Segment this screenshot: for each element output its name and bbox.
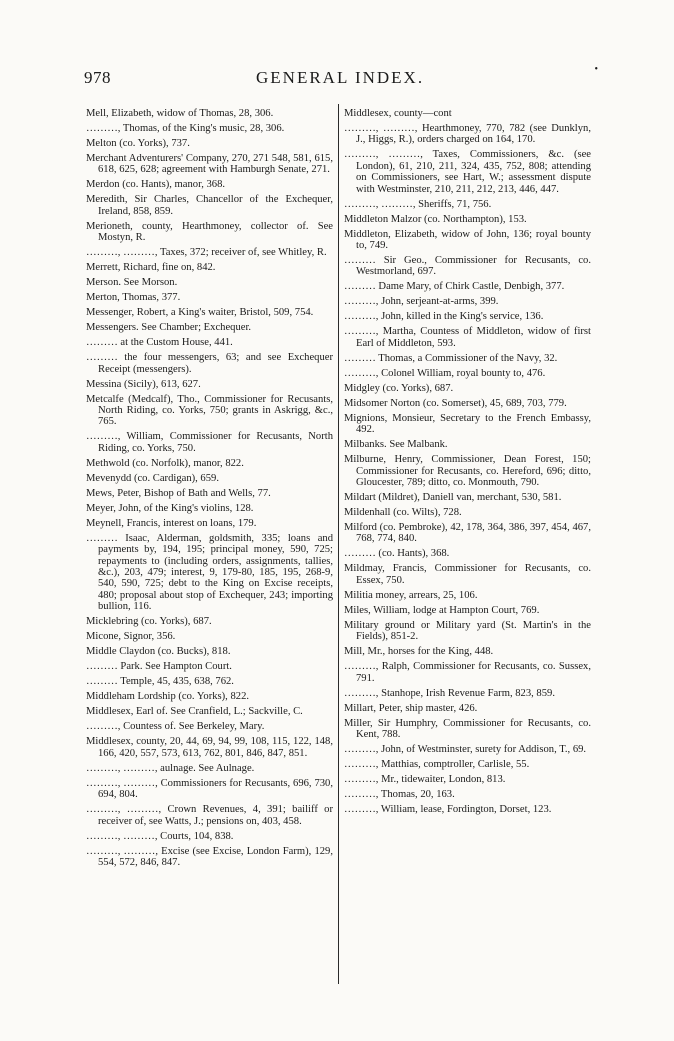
index-entry: Miles, William, lodge at Hampton Court, 769.	[344, 604, 540, 616]
page-number: 978	[84, 68, 111, 87]
index-entry: ………, William, Commissioner for Recusants, North Riding, co. Yorks, 750.	[86, 431, 333, 454]
index-entry: Merchant Adventurers' Company, 270, 271 548, 581, 615, 618, 625, 628; agreement with Hamburgh Senate, 271.	[86, 153, 333, 176]
index-entry: ………, John, serjeant-at-arms, 399.	[344, 296, 499, 308]
index-entry: Merson. See Morson.	[86, 277, 178, 289]
index-entry: ………, John, killed in the King's service, 136.	[344, 311, 544, 323]
index-entry: ………, Matthias, comptroller, Carlisle, 55.	[344, 759, 530, 771]
index-entry: Middle Claydon (co. Bucks), 818.	[86, 646, 231, 658]
index-entry: Mildart (Mildret), Daniell van, merchant, 530, 581.	[344, 492, 562, 504]
index-entry: Miller, Sir Humphry, Commissioner for Recusants, co. Kent, 788.	[344, 717, 591, 741]
index-entry: Mildmay, Francis, Commissioner for Recusants, co. Essex, 750.	[344, 563, 591, 586]
index-entry: Meynell, Francis, interest on loans, 179.	[86, 517, 257, 529]
index-entry: Middleham Lordship (co. Yorks), 822.	[86, 691, 250, 703]
index-entry: Methwold (co. Norfolk), manor, 822.	[86, 457, 244, 469]
index-entry: Middlesex, county—cont	[344, 108, 452, 119]
index-entry: Meredith, Sir Charles, Chancellor of the Exchequer, Ireland, 858, 859.	[86, 194, 333, 217]
index-entry: ……… Sir Geo., Commissioner for Recusants, co. Westmorland, 697.	[344, 255, 591, 278]
index-entry: ………, ………, Crown Revenues, 4, 391; bailiff or receiver of, see Watts, J.; pensions on, 403, 458.	[86, 804, 333, 827]
index-entry: Mevenydd (co. Cardigan), 659.	[86, 472, 219, 484]
index-entry: ………, ………, Courts, 104, 838.	[86, 830, 234, 842]
index-entry: ………, Thomas, 20, 163.	[344, 789, 455, 801]
column-divider	[338, 104, 339, 984]
index-entry: Midgley (co. Yorks), 687.	[344, 382, 454, 394]
index-entry: ……… Dame Mary, of Chirk Castle, Denbigh, 377.	[344, 281, 565, 293]
index-entry: ………, ………, Excise (see Excise, London Farm), 129, 554, 572, 846, 847.	[86, 845, 333, 868]
index-entry: Milburne, Henry, Commissioner, Dean Forest, 150; Commissioner for Recusants, co. Hereford, 696; ditto, Gloucester, 789; ditto, co. Monmouth, 790.	[344, 454, 591, 489]
index-entry: Merdon (co. Hants), manor, 368.	[86, 179, 226, 191]
index-entry: ……… at the Custom House, 441.	[86, 337, 233, 349]
index-entry: Middleton Malzor (co. Northampton), 153.	[344, 213, 527, 225]
index-entry: ……… Thomas, a Commissioner of the Navy, 32.	[344, 352, 558, 364]
index-entry: ………, John, of Westminster, surety for Addison, T., 69.	[344, 744, 587, 756]
index-entry: Merioneth, county, Hearthmoney, collector of. See Mostyn, R.	[86, 220, 333, 244]
index-entry: Mews, Peter, Bishop of Bath and Wells, 77.	[86, 487, 271, 499]
index-entry: Merrett, Richard, fine on, 842.	[86, 262, 216, 274]
index-entry: ………, ………, Sheriffs, 71, 756.	[344, 198, 492, 210]
index-entry: ………, Thomas, of the King's music, 28, 306.	[86, 123, 285, 134]
index-entry: Middlesex, Earl of. See Cranfield, L.; Sackville, C.	[86, 706, 303, 718]
index-entry: ……… Isaac, Alderman, goldsmith, 335; loans and payments by, 194, 195; principal money, 590, 725; repayments to (including orders, assignments, tallies, &c.), 203, 479; interest, 9, 179-80, 185, 195, 268-9, 540, 590, 725; debt to the King on Excise receipts, 480; proposal about stop of Exchequer, 243; importing bullion, 116.	[86, 532, 333, 613]
index-entry: ………, ………, Taxes, 372; receiver of, see Whitley, R.	[86, 247, 327, 259]
index-entry: Military ground or Military yard (St. Martin's in the Fields), 851-2.	[344, 619, 591, 643]
index-entry: Mildenhall (co. Wilts), 728.	[344, 507, 462, 519]
index-entry: ………, Martha, Countess of Middleton, widow of first Earl of Middleton, 593.	[344, 326, 591, 349]
index-entry: Middlesex, county, 20, 44, 69, 94, 99, 108, 115, 122, 148, 166, 420, 557, 573, 613, 762, 801, 846, 847, 851.	[86, 736, 333, 759]
margin-mark: •	[594, 64, 598, 75]
index-column-right	[344, 108, 591, 819]
index-entry: Merton, Thomas, 377.	[86, 292, 181, 304]
index-entry: Meyer, John, of the King's violins, 128.	[86, 502, 254, 514]
index-entry: Militia money, arrears, 25, 106.	[344, 589, 478, 601]
index-entry: Milford (co. Pembroke), 42, 178, 364, 386, 397, 454, 467, 768, 774, 840.	[344, 522, 591, 545]
index-entry: ………, Ralph, Commissioner for Recusants, co. Sussex, 791.	[344, 661, 591, 684]
index-entry: Mill, Mr., horses for the King, 448.	[344, 646, 494, 658]
page-header	[84, 64, 604, 90]
index-entry: Micone, Signor, 356.	[86, 631, 176, 643]
index-entry: Milbanks. See Malbank.	[344, 439, 448, 451]
index-entry: Melton (co. Yorks), 737.	[86, 138, 190, 149]
index-entry: ………, William, lease, Fordington, Dorset, 123.	[344, 804, 552, 816]
index-entry: ……… (co. Hants), 368.	[344, 548, 450, 560]
index-entry: Millart, Peter, ship master, 426.	[344, 702, 478, 714]
index-entry: ……… Temple, 45, 435, 638, 762.	[86, 676, 234, 688]
index-entry: Messengers. See Chamber; Exchequer.	[86, 322, 252, 334]
index-entry: ………, ………, Hearthmoney, 770, 782 (see Dunklyn, J., Higgs, R.), orders charged on 164, 170.	[344, 123, 591, 146]
index-entry: Messenger, Robert, a King's waiter, Bristol, 509, 754.	[86, 307, 314, 319]
index-entry: Mignions, Monsieur, Secretary to the French Embassy, 492.	[344, 412, 591, 436]
index-entry: ………, ………, aulnage. See Aulnage.	[86, 762, 255, 774]
index-entry: ………, ………, Taxes, Commissioners, &c. (see London), 61, 210, 211, 324, 435, 752, 808; attending on Commissioners, see Hart, W.; assessment dispute with Westminster, 210, 211, 212, 213, 446, 447.	[344, 149, 591, 195]
index-entry: Micklebring (co. Yorks), 687.	[86, 616, 212, 628]
index-entry: ………, Mr., tidewaiter, London, 813.	[344, 774, 506, 786]
page-title: GENERAL INDEX.	[256, 68, 425, 87]
index-column-left	[86, 108, 333, 872]
index-entry: Middleton, Elizabeth, widow of John, 136; royal bounty to, 749.	[344, 228, 591, 252]
index-entry: ………, ………, Commissioners for Recusants, 696, 730, 694, 804.	[86, 777, 333, 801]
index-entry: ………, Stanhope, Irish Revenue Farm, 823, 859.	[344, 687, 555, 699]
index-entry: Mell, Elizabeth, widow of Thomas, 28, 306.	[86, 108, 274, 119]
index-entry: Midsomer Norton (co. Somerset), 45, 689, 703, 779.	[344, 397, 567, 409]
index-entry: Messina (Sicily), 613, 627.	[86, 378, 201, 390]
index-entry: ………, Colonel William, royal bounty to, 476.	[344, 367, 546, 379]
index-entry: ……… the four messengers, 63; and see Exchequer Receipt (messengers).	[86, 352, 333, 375]
index-entry: ……… Park. See Hampton Court.	[86, 661, 232, 673]
index-entry: Metcalfe (Medcalf), Tho., Commissioner for Recusants, North Riding, co. Yorks, 750; grants in Askrigg, &c., 765.	[86, 393, 333, 428]
index-entry: ………, Countess of. See Berkeley, Mary.	[86, 721, 265, 733]
